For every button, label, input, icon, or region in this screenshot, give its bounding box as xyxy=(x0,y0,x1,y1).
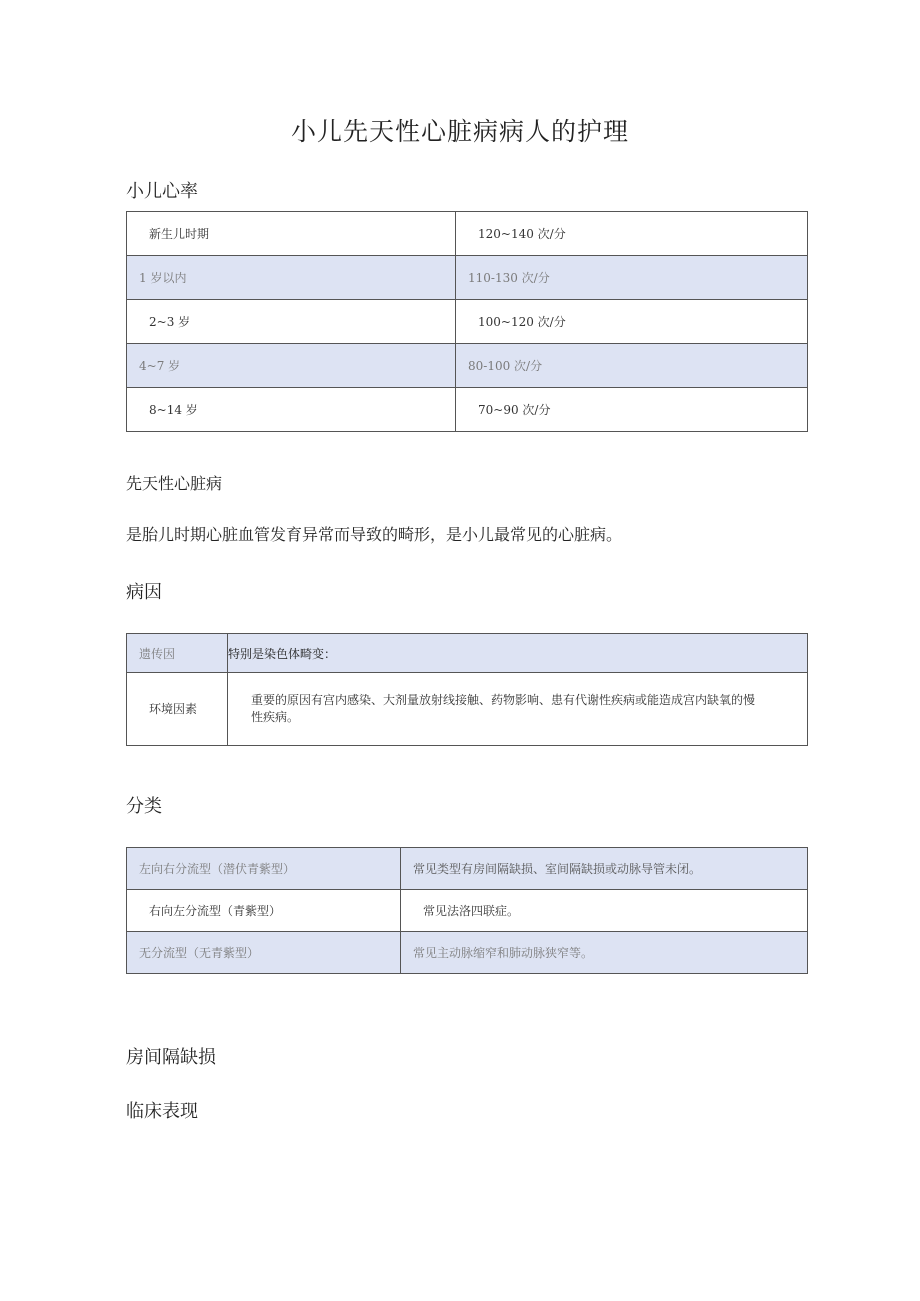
factor-cell: 遗传因 xyxy=(139,646,176,661)
type-cell: 无分流型（无青紫型） xyxy=(139,946,260,960)
table-row xyxy=(127,673,808,746)
classification-heading: 分类 xyxy=(126,796,162,817)
classification-table xyxy=(126,847,808,974)
cause-table xyxy=(126,633,808,746)
definition-heading: 先天性心脏病 xyxy=(126,474,223,493)
clinical-heading: 临床表现 xyxy=(126,1101,198,1122)
rate-cell: 120~140 次/分 xyxy=(478,227,566,241)
detail-cell: 重要的原因有宫内感染、大剂量放射线接触、药物影响、患有代谢性疾病或能造成宫内缺氧的慢性疾病。 xyxy=(251,693,756,724)
detail-cell: 特别是染色体畸变： xyxy=(228,646,337,661)
type-cell: 右向左分流型（青紫型） xyxy=(149,904,282,918)
rate-cell: 70~90 次/分 xyxy=(478,403,551,417)
rate-cell: 80-100 次/分 xyxy=(468,359,543,373)
age-cell: 2~3 岁 xyxy=(149,315,191,329)
table-row xyxy=(127,300,808,344)
definition-text: 是胎儿时期心脏血管发育异常而导致的畸形，是小儿最常见的心脏病。 xyxy=(126,525,623,544)
age-cell: 1 岁以内 xyxy=(139,271,187,285)
table-row xyxy=(127,256,808,300)
cause-heading: 病因 xyxy=(126,582,162,603)
type-cell: 左向右分流型（潜伏青紫型） xyxy=(139,862,296,876)
heart-rate-table xyxy=(126,211,808,432)
table-row xyxy=(127,388,808,432)
age-cell: 4~7 岁 xyxy=(139,359,181,373)
rate-cell: 110-130 次/分 xyxy=(468,271,550,285)
rate-cell: 100~120 次/分 xyxy=(478,315,566,329)
table-row xyxy=(127,890,808,932)
heart-rate-heading: 小儿心率 xyxy=(126,181,198,202)
desc-cell: 常见类型有房间隔缺损、室间隔缺损或动脉导管未闭。 xyxy=(413,862,702,876)
table-row xyxy=(127,344,808,388)
desc-cell: 常见法洛四联症。 xyxy=(423,904,520,918)
table-row xyxy=(127,634,808,673)
page-title: 小儿先天性心脏病病人的护理 xyxy=(290,117,629,146)
age-cell: 新生儿时期 xyxy=(149,227,210,241)
asd-heading: 房间隔缺损 xyxy=(126,1047,216,1068)
table-row xyxy=(127,212,808,256)
desc-cell: 常见主动脉缩窄和肺动脉狭窄等。 xyxy=(413,946,594,960)
table-row xyxy=(127,932,808,974)
age-cell: 8~14 岁 xyxy=(149,403,198,417)
table-row xyxy=(127,848,808,890)
factor-cell: 环境因素 xyxy=(149,701,198,716)
